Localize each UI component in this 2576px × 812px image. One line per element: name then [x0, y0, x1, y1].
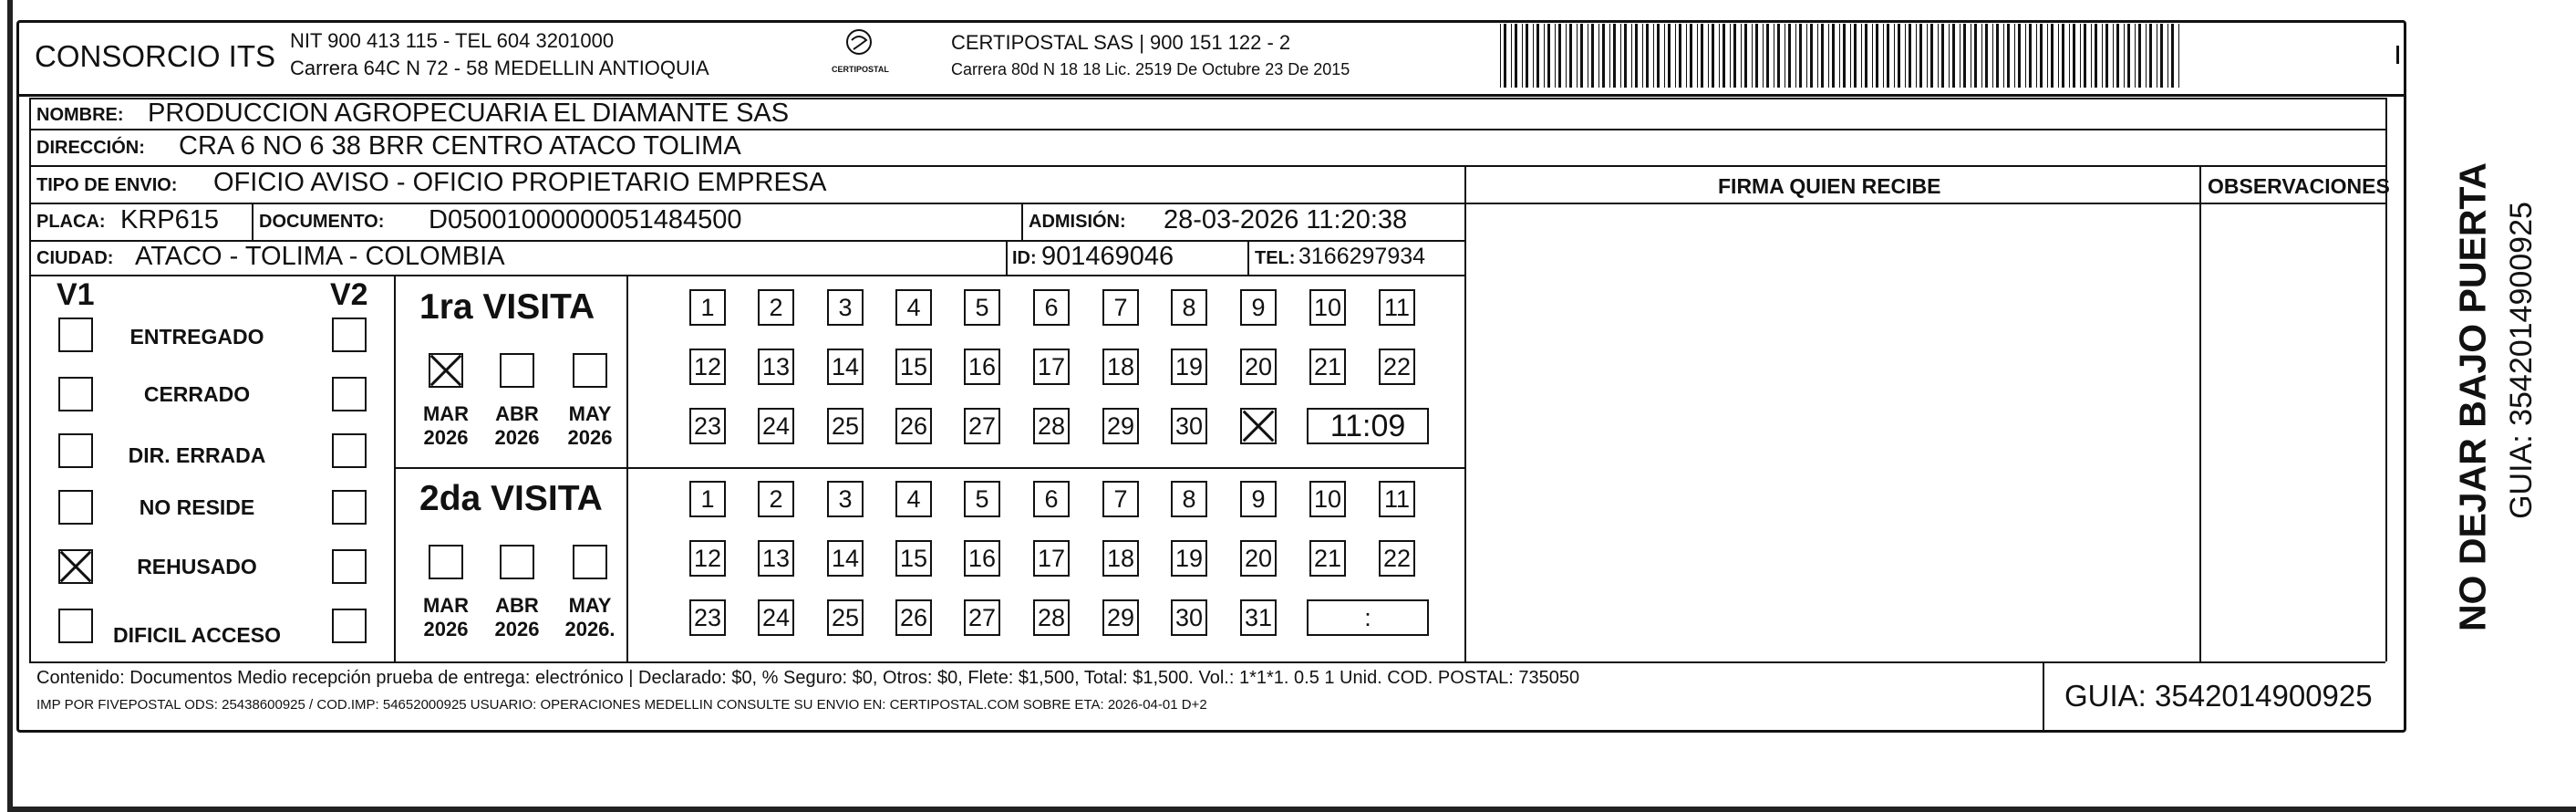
- day-box[interactable]: 4: [895, 481, 932, 517]
- v2-checkbox[interactable]: [332, 433, 367, 468]
- day-box[interactable]: 17: [1033, 540, 1070, 577]
- day-box[interactable]: 23: [689, 599, 726, 636]
- day-box[interactable]: [1240, 408, 1277, 444]
- day-box[interactable]: 28: [1033, 599, 1070, 636]
- row-line: [29, 661, 2385, 663]
- tiny-mark: [2396, 46, 2399, 64]
- month-year: 2026: [567, 426, 613, 449]
- day-box[interactable]: 12: [689, 540, 726, 577]
- logo-caption: CERTIPOSTAL: [832, 65, 889, 74]
- observaciones-divider: [2199, 165, 2201, 661]
- placa-label: PLACA:: [36, 212, 106, 232]
- day-box[interactable]: 6: [1033, 289, 1070, 326]
- day-box[interactable]: 2: [758, 289, 794, 326]
- v2-label: V2: [330, 277, 368, 312]
- month-checkbox[interactable]: [429, 353, 463, 388]
- row-line: [29, 203, 2385, 204]
- day-box[interactable]: 24: [758, 599, 794, 636]
- day-box[interactable]: 10: [1309, 289, 1346, 326]
- v2-checkbox[interactable]: [332, 490, 367, 525]
- day-box[interactable]: 12: [689, 349, 726, 385]
- day-box[interactable]: 29: [1102, 408, 1139, 444]
- day-box[interactable]: 5: [964, 481, 1000, 517]
- day-box[interactable]: 22: [1379, 540, 1415, 577]
- contenido-line: Contenido: Documentos Medio recepción prueba de entrega: electrónico | Declarado: $0, % Seguro: $0, Otros: $0, Flete: $1,500, Total: $1,500. Vol.: 1*1*1. 0.5 1 Unid. COD. POSTAL: 735050: [36, 668, 1580, 688]
- day-box[interactable]: 30: [1171, 599, 1207, 636]
- day-box[interactable]: 28: [1033, 408, 1070, 444]
- month-name: ABR: [495, 402, 539, 425]
- day-box[interactable]: 27: [964, 408, 1000, 444]
- month-name: MAY: [568, 594, 612, 617]
- month-name: MAR: [422, 402, 470, 425]
- day-box[interactable]: 15: [895, 349, 932, 385]
- day-box[interactable]: 2: [758, 481, 794, 517]
- documento-label: DOCUMENTO:: [259, 212, 385, 232]
- v2-checkbox[interactable]: [332, 609, 367, 643]
- observaciones-header: OBSERVACIONES: [2208, 174, 2390, 198]
- day-box[interactable]: 1: [689, 481, 726, 517]
- day-box[interactable]: 9: [1240, 289, 1277, 326]
- status-option-label: NO RESIDE: [139, 495, 255, 519]
- footer-guia-divider: [2043, 661, 2044, 733]
- day-box[interactable]: 10: [1309, 481, 1346, 517]
- day-box[interactable]: 13: [758, 540, 794, 577]
- v2-checkbox[interactable]: [332, 549, 367, 584]
- day-box[interactable]: 29: [1102, 599, 1139, 636]
- month-checkbox[interactable]: [500, 353, 534, 388]
- day-box[interactable]: 8: [1171, 289, 1207, 326]
- firma-divider: [1464, 165, 1466, 661]
- status-option-label: REHUSADO: [137, 555, 257, 578]
- day-box[interactable]: 18: [1102, 540, 1139, 577]
- tipo-envio-value: OFICIO AVISO - OFICIO PROPIETARIO EMPRESA: [213, 168, 827, 197]
- placa-value: KRP615: [120, 205, 220, 234]
- status-option-label: CERRADO: [143, 382, 251, 406]
- admision-divider: [1021, 203, 1023, 240]
- month-checkbox[interactable]: [500, 545, 534, 579]
- day-box[interactable]: 13: [758, 349, 794, 385]
- day-box[interactable]: 23: [689, 408, 726, 444]
- day-box[interactable]: 15: [895, 540, 932, 577]
- ciudad-label: CIUDAD:: [36, 248, 114, 268]
- id-label: ID:: [1012, 248, 1037, 268]
- header-divider: [16, 94, 2406, 97]
- ciudad-value: ATACO - TOLIMA - COLOMBIA: [135, 242, 505, 271]
- day-box[interactable]: 20: [1240, 349, 1277, 385]
- visit-title: 2da VISITA: [419, 479, 603, 518]
- side-guia: GUIA: 3542014900925: [2504, 202, 2539, 519]
- status-option-label: DIFICIL ACCESO: [112, 623, 281, 647]
- month-year: 2026: [423, 618, 469, 640]
- day-box[interactable]: 19: [1171, 540, 1207, 577]
- day-box[interactable]: 14: [827, 540, 864, 577]
- nit-line: NIT 900 413 115 - TEL 604 3201000: [290, 29, 615, 52]
- day-box[interactable]: 16: [964, 349, 1000, 385]
- month-checkbox[interactable]: [573, 545, 607, 579]
- no-dejar-bajo-puerta: NO DEJAR BAJO PUERTA: [2451, 161, 2494, 632]
- month-year: 2026: [423, 426, 469, 449]
- day-box[interactable]: 3: [827, 481, 864, 517]
- time-field[interactable]: 11:09: [1307, 408, 1429, 444]
- footer-guia: GUIA: 3542014900925: [2064, 679, 2373, 713]
- day-box[interactable]: 22: [1379, 349, 1415, 385]
- day-box[interactable]: 5: [964, 289, 1000, 326]
- day-box[interactable]: 1: [689, 289, 726, 326]
- company-address: Carrera 64C N 72 - 58 MEDELLIN ANTIOQUIA: [290, 57, 709, 79]
- month-name: MAR: [422, 594, 470, 617]
- day-box[interactable]: 7: [1102, 481, 1139, 517]
- imp-line: IMP POR FIVEPOSTAL ODS: 25438600925 / COD.IMP: 54652000925 USUARIO: OPERACIONES MEDELLIN CONSULTE SU ENVIO EN: CERTIPOSTAL.COM SOBRE ETA: 2026-04-01 D+2: [36, 697, 1207, 713]
- nombre-label: NOMBRE:: [36, 105, 124, 125]
- day-box[interactable]: 8: [1171, 481, 1207, 517]
- month-name: MAY: [568, 402, 612, 425]
- day-box[interactable]: 19: [1171, 349, 1207, 385]
- placa-divider: [252, 203, 253, 240]
- license-line: Carrera 80d N 18 18 Lic. 2519 De Octubre 23 De 2015: [951, 60, 1350, 78]
- day-box[interactable]: 24: [758, 408, 794, 444]
- tel-value: 3166297934: [1298, 244, 1426, 269]
- certipostal-line: CERTIPOSTAL SAS | 900 151 122 - 2: [951, 31, 1291, 54]
- day-box[interactable]: 17: [1033, 349, 1070, 385]
- day-box[interactable]: 18: [1102, 349, 1139, 385]
- month-checkbox[interactable]: [429, 545, 463, 579]
- scan-edge-left: [7, 0, 13, 812]
- day-box[interactable]: 7: [1102, 289, 1139, 326]
- day-box[interactable]: 11: [1379, 289, 1415, 326]
- v1-label: V1: [57, 277, 95, 312]
- direccion-value: CRA 6 NO 6 38 BRR CENTRO ATACO TOLIMA: [179, 131, 741, 161]
- nombre-value: PRODUCCION AGROPECUARIA EL DIAMANTE SAS: [148, 99, 790, 128]
- day-box[interactable]: 26: [895, 408, 932, 444]
- day-box[interactable]: 4: [895, 289, 932, 326]
- day-box[interactable]: 21: [1309, 349, 1346, 385]
- status-option-label: ENTREGADO: [129, 325, 264, 349]
- day-box[interactable]: 9: [1240, 481, 1277, 517]
- admision-label: ADMISIÓN:: [1029, 212, 1126, 232]
- month-year: 2026: [494, 426, 540, 449]
- day-box[interactable]: 25: [827, 408, 864, 444]
- day-box[interactable]: 25: [827, 599, 864, 636]
- day-box[interactable]: 21: [1309, 540, 1346, 577]
- documento-value: D05001000000051484500: [429, 205, 742, 234]
- month-name: ABR: [495, 594, 539, 617]
- visit-row-divider: [394, 467, 1464, 469]
- time-field[interactable]: :: [1307, 599, 1429, 636]
- company-name: CONSORCIO ITS: [35, 39, 276, 73]
- direccion-label: DIRECCIÓN:: [36, 138, 145, 158]
- day-box[interactable]: 31: [1240, 599, 1277, 636]
- firma-header: FIRMA QUIEN RECIBE: [1718, 174, 1941, 198]
- tipo-envio-label: TIPO DE ENVIO:: [36, 175, 178, 195]
- month-year: 2026: [494, 618, 540, 640]
- status-option-label: DIR. ERRADA: [128, 443, 266, 467]
- scan-edge-bottom: [7, 807, 2576, 812]
- visit-title: 1ra VISITA: [419, 287, 595, 327]
- day-box[interactable]: 30: [1171, 408, 1207, 444]
- day-box[interactable]: 26: [895, 599, 932, 636]
- row-line: [29, 275, 1464, 276]
- day-box[interactable]: 27: [964, 599, 1000, 636]
- day-box[interactable]: 11: [1379, 481, 1415, 517]
- v2-checkbox[interactable]: [332, 318, 367, 352]
- tel-divider: [1247, 240, 1249, 275]
- day-box[interactable]: 16: [964, 540, 1000, 577]
- row-line: [29, 165, 2385, 167]
- row-line: [29, 129, 2385, 130]
- day-box[interactable]: 6: [1033, 481, 1070, 517]
- month-checkbox[interactable]: [573, 353, 607, 388]
- tel-label: TEL:: [1255, 248, 1296, 268]
- day-box[interactable]: 14: [827, 349, 864, 385]
- day-box[interactable]: 3: [827, 289, 864, 326]
- v2-checkbox[interactable]: [332, 377, 367, 411]
- id-value: 901469046: [1041, 242, 1174, 271]
- month-year: 2026.: [564, 618, 616, 640]
- day-box[interactable]: 20: [1240, 540, 1277, 577]
- admision-value: 28-03-2026 11:20:38: [1164, 205, 1408, 234]
- id-divider: [1006, 240, 1008, 275]
- barcode-icon: [1500, 24, 2184, 88]
